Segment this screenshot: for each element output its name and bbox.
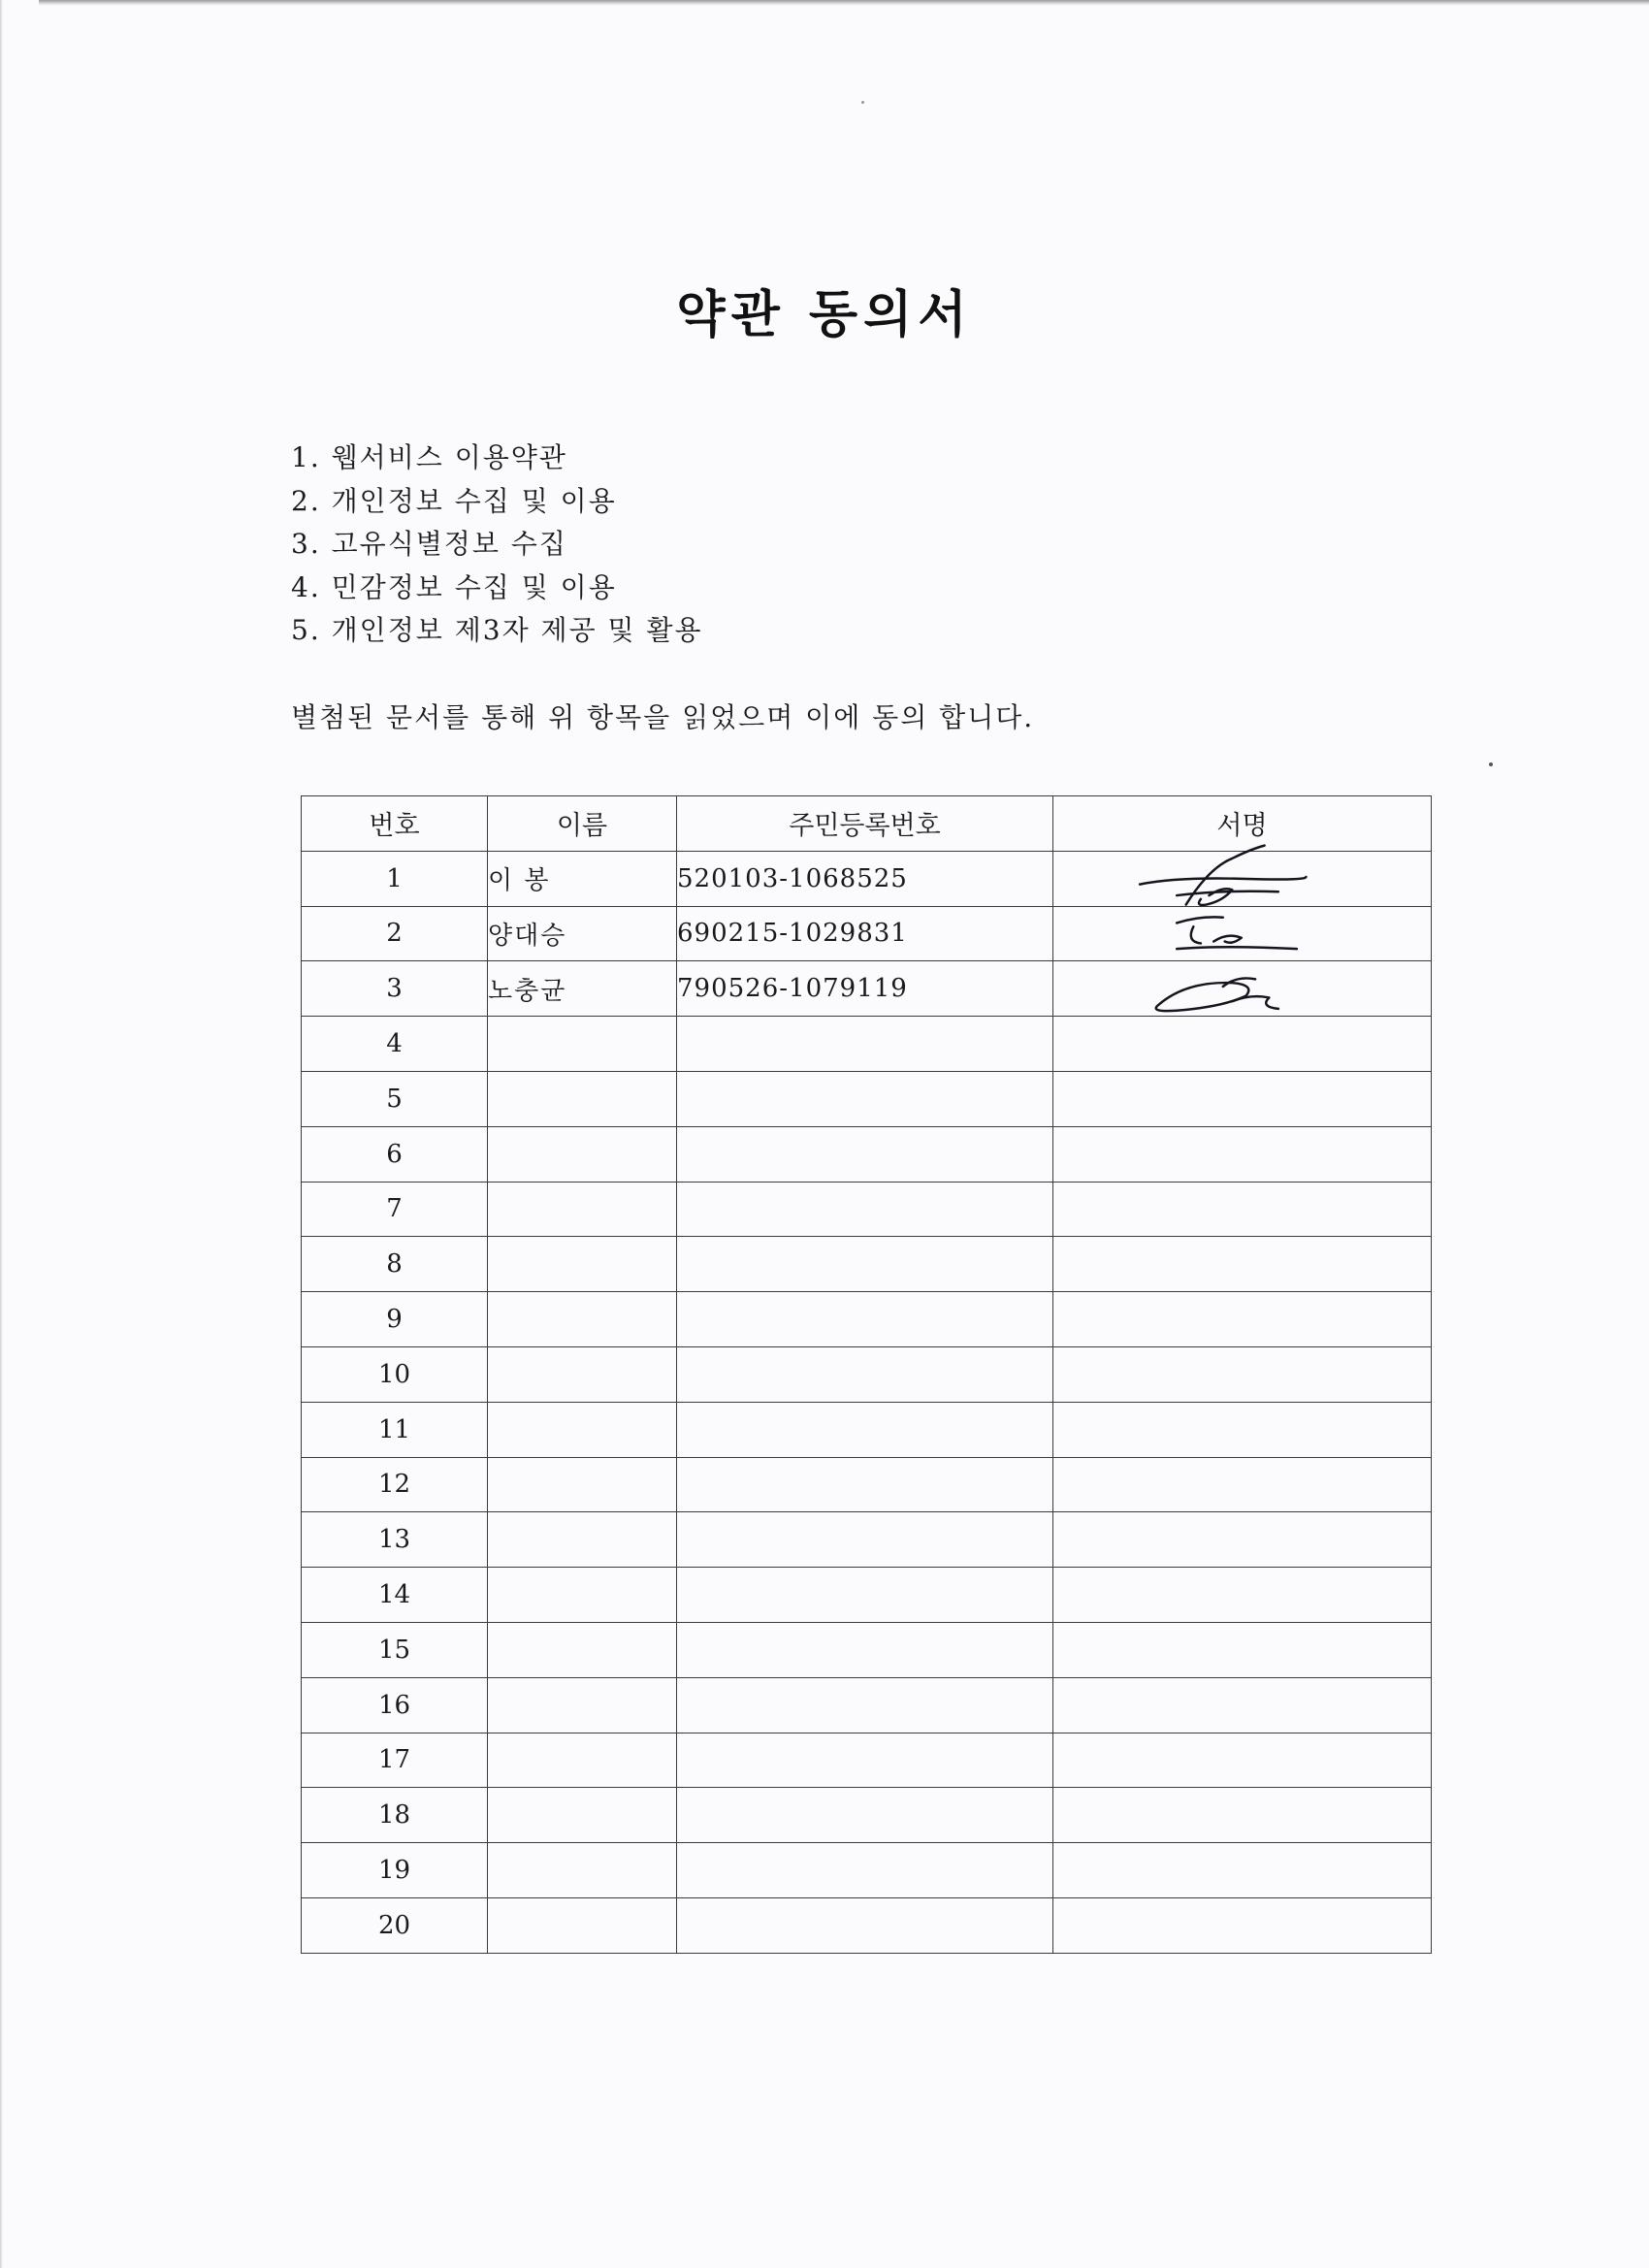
- header-signature: 서명: [1053, 796, 1432, 852]
- row-signature: [1053, 1788, 1432, 1843]
- scan-speck: [1489, 762, 1493, 766]
- table-row: [302, 961, 1432, 1017]
- signature-table: [301, 795, 1432, 1954]
- row-signature: [1053, 1402, 1432, 1457]
- row-id-number: [677, 1843, 1053, 1898]
- row-name: [488, 1346, 677, 1402]
- table-row: [302, 1071, 1432, 1126]
- row-number: 5: [302, 1071, 488, 1126]
- table-body: [302, 851, 1432, 1953]
- terms-item: 5. 개인정보 제3자 제공 및 활용: [291, 614, 703, 646]
- consent-statement: 별첨된 문서를 통해 위 항목을 읽었으며 이에 동의 합니다.: [291, 701, 1035, 733]
- row-name: [488, 1677, 677, 1733]
- row-id-number: [677, 1512, 1053, 1568]
- row-number: 10: [302, 1346, 488, 1402]
- row-signature: [1053, 1677, 1432, 1733]
- row-number: 15: [302, 1622, 488, 1677]
- row-signature: [1053, 1843, 1432, 1898]
- table-row: [302, 1346, 1432, 1402]
- row-name: 이 봉: [488, 851, 677, 906]
- table-row: [302, 1237, 1432, 1292]
- row-name: [488, 1182, 677, 1237]
- table-row: [302, 1182, 1432, 1237]
- terms-item: 1. 웹서비스 이용약관: [291, 441, 567, 473]
- row-number: 20: [302, 1897, 488, 1953]
- row-number: 6: [302, 1126, 488, 1182]
- row-number: 19: [302, 1843, 488, 1898]
- row-signature: [1053, 1622, 1432, 1677]
- row-signature: [1053, 1346, 1432, 1402]
- terms-list: [291, 437, 703, 653]
- row-number: 2: [302, 906, 488, 961]
- row-number: 9: [302, 1292, 488, 1347]
- table-row: [302, 1512, 1432, 1568]
- row-id-number: [677, 1622, 1053, 1677]
- row-signature: [1053, 1237, 1432, 1292]
- row-signature: [1053, 1457, 1432, 1512]
- table-row: [302, 1843, 1432, 1898]
- row-name: 양대승: [488, 906, 677, 961]
- row-signature: [1053, 1568, 1432, 1623]
- row-name: [488, 1457, 677, 1512]
- row-signature: [1053, 1292, 1432, 1347]
- terms-item: 2. 개인정보 수집 및 이용: [291, 484, 617, 517]
- row-name: [488, 1568, 677, 1623]
- row-id-number: [677, 1568, 1053, 1623]
- row-id-number: [677, 1788, 1053, 1843]
- table-row: [302, 1897, 1432, 1953]
- row-id-number: 520103-1068525: [677, 851, 1053, 906]
- table-row: [302, 1457, 1432, 1512]
- row-signature: [1053, 1017, 1432, 1072]
- row-name: [488, 1126, 677, 1182]
- row-name: 노충균: [488, 961, 677, 1017]
- header-id-number: 주민등록번호: [677, 796, 1053, 852]
- row-name: [488, 1897, 677, 1953]
- row-id-number: [677, 1071, 1053, 1126]
- row-signature: [1053, 1182, 1432, 1237]
- row-id-number: [677, 1457, 1053, 1512]
- row-number: 3: [302, 961, 488, 1017]
- row-number: 11: [302, 1402, 488, 1457]
- row-id-number: [677, 1897, 1053, 1953]
- row-id-number: [677, 1126, 1053, 1182]
- row-name: [488, 1071, 677, 1126]
- row-id-number: [677, 1733, 1053, 1788]
- scan-top-edge: [39, 0, 1649, 6]
- row-signature: [1053, 1512, 1432, 1568]
- table-row: [302, 1622, 1432, 1677]
- row-name: [488, 1733, 677, 1788]
- row-name: [488, 1237, 677, 1292]
- row-name: [488, 1788, 677, 1843]
- row-number: 13: [302, 1512, 488, 1568]
- row-name: [488, 1292, 677, 1347]
- row-name: [488, 1843, 677, 1898]
- row-id-number: [677, 1292, 1053, 1347]
- table-row: [302, 1733, 1432, 1788]
- row-id-number: [677, 1346, 1053, 1402]
- row-id-number: [677, 1677, 1053, 1733]
- row-number: 1: [302, 851, 488, 906]
- header-no: 번호: [302, 796, 488, 852]
- row-number: 16: [302, 1677, 488, 1733]
- table-row: [302, 1017, 1432, 1072]
- terms-item: 4. 민감정보 수집 및 이용: [291, 570, 617, 603]
- row-signature: [1053, 1897, 1432, 1953]
- row-name: [488, 1017, 677, 1072]
- row-number: 17: [302, 1733, 488, 1788]
- table-row: [302, 1402, 1432, 1457]
- row-signature: [1053, 1733, 1432, 1788]
- table-row: [302, 1568, 1432, 1623]
- document-title: 약관 동의서: [676, 286, 973, 344]
- row-id-number: 690215-1029831: [677, 906, 1053, 961]
- table-row: [302, 1292, 1432, 1347]
- row-number: 18: [302, 1788, 488, 1843]
- row-signature: [1053, 1126, 1432, 1182]
- scan-speck: [861, 101, 864, 104]
- row-id-number: [677, 1182, 1053, 1237]
- header-name: 이름: [488, 796, 677, 852]
- row-id-number: [677, 1237, 1053, 1292]
- row-signature: [1053, 961, 1432, 1017]
- table-row: [302, 1788, 1432, 1843]
- row-id-number: [677, 1402, 1053, 1457]
- row-number: 4: [302, 1017, 488, 1072]
- row-number: 7: [302, 1182, 488, 1237]
- handwritten-signature: [1121, 948, 1315, 1025]
- row-number: 8: [302, 1237, 488, 1292]
- row-name: [488, 1512, 677, 1568]
- row-id-number: 790526-1079119: [677, 961, 1053, 1017]
- terms-item: 3. 고유식별정보 수집: [291, 528, 567, 560]
- row-name: [488, 1622, 677, 1677]
- table-row: [302, 1126, 1432, 1182]
- row-signature: [1053, 1071, 1432, 1126]
- table-row: [302, 1677, 1432, 1733]
- row-name: [488, 1402, 677, 1457]
- row-number: 12: [302, 1457, 488, 1512]
- row-number: 14: [302, 1568, 488, 1623]
- row-id-number: [677, 1017, 1053, 1072]
